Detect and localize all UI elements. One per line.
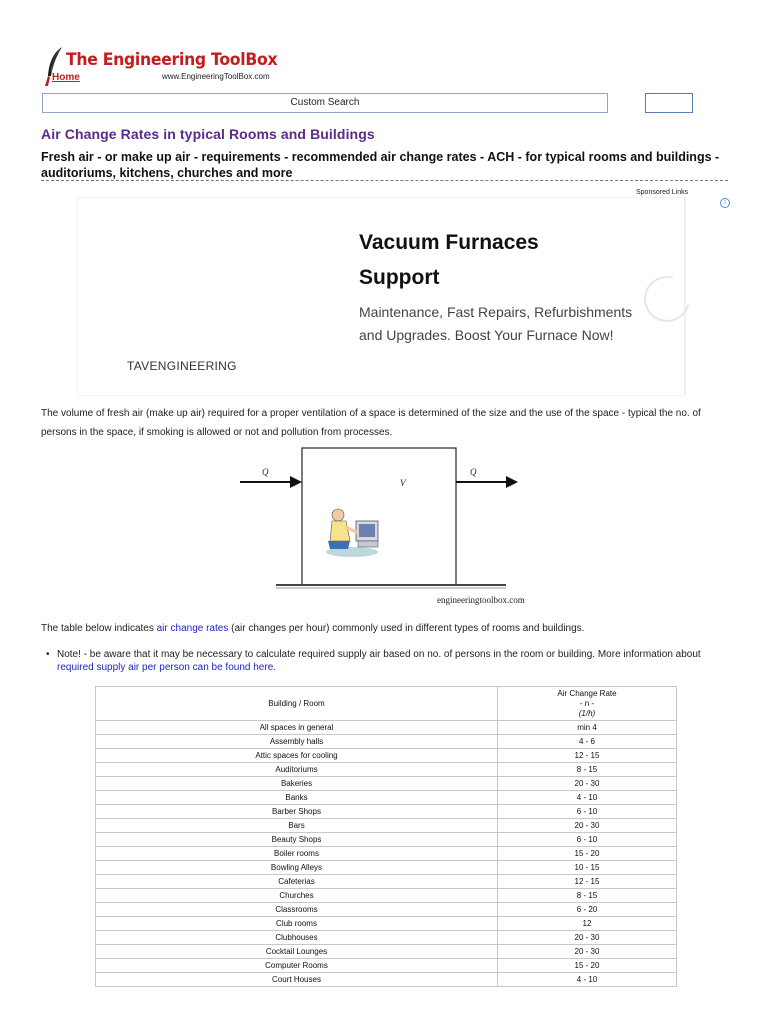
- cell-rate: 10 - 15: [498, 861, 677, 875]
- cell-rate: 4 - 10: [498, 791, 677, 805]
- inflow-label: Q: [262, 467, 269, 477]
- note-list-item: [46, 648, 729, 674]
- cell-rate: 12 - 15: [498, 875, 677, 889]
- table-row: [96, 875, 677, 889]
- cell-rate: 6 - 10: [498, 805, 677, 819]
- supply-air-per-person-link[interactable]: required supply air per person can be found here: [57, 662, 274, 673]
- table-row: [96, 889, 677, 903]
- cell-room: Barber Shops: [96, 805, 498, 819]
- cell-room: Churches: [96, 889, 498, 903]
- lead-text-before: The table below indicates: [41, 623, 157, 634]
- cell-room: Classrooms: [96, 903, 498, 917]
- table-row: [96, 749, 677, 763]
- air-change-table: [95, 686, 677, 987]
- table-row: [96, 847, 677, 861]
- note-end: .: [273, 662, 277, 673]
- intro-paragraph: The volume of fresh air (make up air) required for a proper ventilation of a space is determined of the size and the use of the space - typical the no. of persons in the space, if smoking is allowed or not and pollution from processes.: [41, 408, 701, 438]
- cell-rate: 4 - 10: [498, 973, 677, 987]
- table-row: [96, 805, 677, 819]
- site-url: www.EngineeringToolBox.com: [162, 72, 270, 81]
- table-row: [96, 735, 677, 749]
- outflow-arrow-head: [506, 476, 518, 488]
- person-at-computer-icon: [326, 509, 378, 557]
- ad-info-icon[interactable]: i: [720, 198, 730, 208]
- cell-room: All spaces in general: [96, 721, 498, 735]
- cell-rate: 6 - 20: [498, 903, 677, 917]
- diagram-caption: engineeringtoolbox.com: [437, 595, 525, 605]
- cell-rate: min 4: [498, 721, 677, 735]
- search-button[interactable]: [645, 93, 693, 113]
- cell-room: Clubhouses: [96, 931, 498, 945]
- cell-room: Beauty Shops: [96, 833, 498, 847]
- cell-room: Banks: [96, 791, 498, 805]
- table-row: [96, 973, 677, 987]
- header-air-change-rate: [498, 687, 677, 721]
- cell-rate: 8 - 15: [498, 763, 677, 777]
- volume-label: V: [400, 478, 406, 488]
- cell-room: Club rooms: [96, 917, 498, 931]
- cell-room: Cafeterias: [96, 875, 498, 889]
- diagram-svg: [230, 445, 530, 610]
- cell-room: Bars: [96, 819, 498, 833]
- ad-brand[interactable]: TAVENGINEERING: [127, 359, 237, 373]
- table-row: [96, 819, 677, 833]
- note-text: Note! - be aware that it may be necessary to calculate required supply air based on no. of persons in the room or building. More information about: [57, 649, 701, 660]
- cell-rate: 20 - 30: [498, 945, 677, 959]
- cell-room: Assembly halls: [96, 735, 498, 749]
- site-logo[interactable]: [42, 46, 302, 88]
- table-body: [96, 721, 677, 987]
- cell-room: Bakeries: [96, 777, 498, 791]
- inflow-arrow-head: [290, 476, 302, 488]
- cell-rate: 20 - 30: [498, 931, 677, 945]
- home-link[interactable]: Home: [52, 72, 80, 83]
- table-row: [96, 945, 677, 959]
- cell-rate: 4 - 6: [498, 735, 677, 749]
- table-row: [96, 833, 677, 847]
- bullet-icon: •: [46, 649, 50, 660]
- table-row: [96, 763, 677, 777]
- sponsored-label: Sponsored Links: [636, 189, 689, 196]
- ad-headline[interactable]: Vacuum Furnaces Support: [359, 231, 539, 289]
- table-row: [96, 917, 677, 931]
- lead-text-after: (air changes per hour) commonly used in different types of rooms and buildings.: [228, 623, 585, 634]
- cell-rate: 15 - 20: [498, 959, 677, 973]
- table-row: [96, 861, 677, 875]
- table-row: [96, 777, 677, 791]
- header-building-room: Building / Room: [96, 687, 498, 721]
- search-input[interactable]: Custom Search: [42, 93, 608, 113]
- site-title: The Engineering ToolBox: [66, 50, 278, 70]
- cell-rate: 20 - 30: [498, 777, 677, 791]
- ad-body: Maintenance, Fast Repairs, Refurbishments and Upgrades. Boost Your Furnace Now!: [359, 304, 633, 343]
- header-rate-unit: (1/h): [578, 708, 596, 718]
- cell-rate: 20 - 30: [498, 819, 677, 833]
- cell-rate: 15 - 20: [498, 847, 677, 861]
- cell-room: Cocktail Lounges: [96, 945, 498, 959]
- cell-rate: 12 - 15: [498, 749, 677, 763]
- cell-room: Court Houses: [96, 973, 498, 987]
- table-header-row: [96, 687, 677, 721]
- header-rate-line2: - n -: [579, 698, 595, 708]
- cell-rate: 12: [498, 917, 677, 931]
- outflow-label: Q: [470, 467, 477, 477]
- table-row: [96, 931, 677, 945]
- page-subtitle: Fresh air - or make up air - requirements - recommended air change rates - ACH - for typical rooms and buildings - auditoriums, kitchens, churches and more: [41, 150, 720, 180]
- ventilation-diagram: [230, 445, 530, 610]
- cell-rate: 8 - 15: [498, 889, 677, 903]
- cell-room: Attic spaces for cooling: [96, 749, 498, 763]
- cell-rate: 6 - 10: [498, 833, 677, 847]
- table-row: [96, 903, 677, 917]
- cell-room: Computer Rooms: [96, 959, 498, 973]
- page-title: Air Change Rates in typical Rooms and Buildings: [41, 126, 375, 142]
- divider: [41, 180, 728, 181]
- table-row: [96, 721, 677, 735]
- ad-banner[interactable]: [78, 198, 685, 395]
- cell-room: Boiler rooms: [96, 847, 498, 861]
- table-row: [96, 791, 677, 805]
- air-change-rates-link[interactable]: air change rates: [156, 623, 229, 634]
- table-lead-text: [41, 623, 731, 634]
- cell-room: Auditoriums: [96, 763, 498, 777]
- cell-room: Bowling Alleys: [96, 861, 498, 875]
- table-row: [96, 959, 677, 973]
- room-box: [302, 448, 456, 585]
- header-rate-line1: Air Change Rate: [557, 688, 617, 698]
